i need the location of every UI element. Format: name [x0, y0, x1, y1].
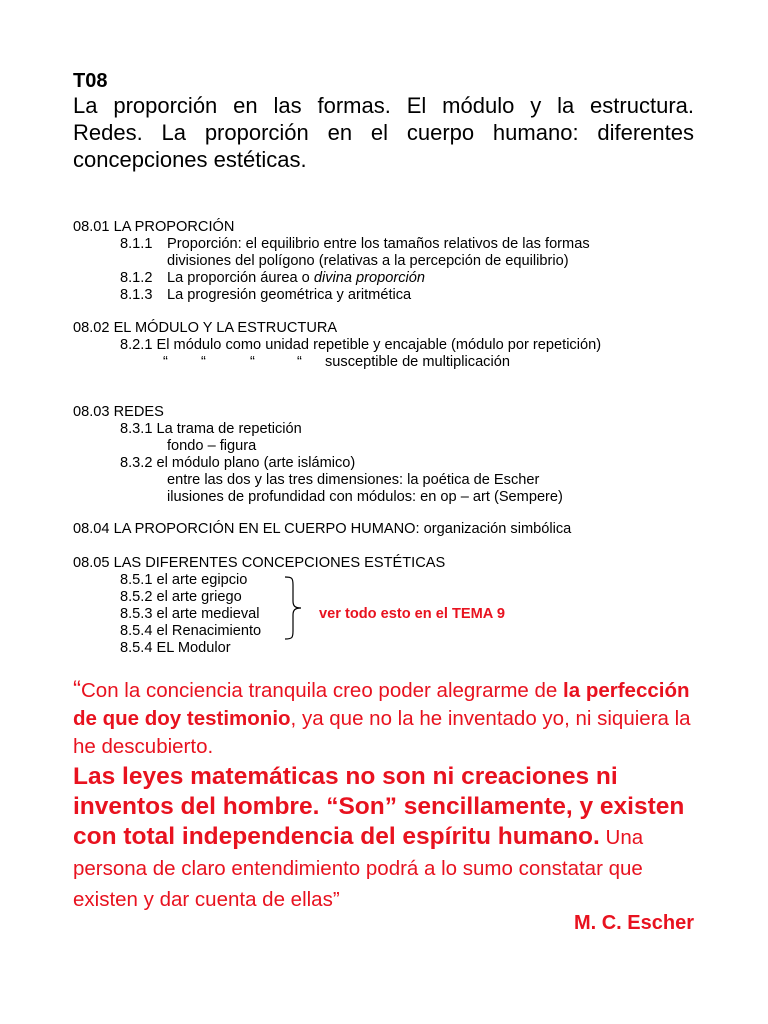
open-quote-mark: “ [73, 676, 81, 703]
heading-line: concepciones estéticas. [73, 147, 307, 172]
outline-item-continuation: ilusiones de profundidad con módulos: en op – art (Sempere) [167, 489, 563, 505]
close-quote-mark: ” [332, 888, 340, 911]
curly-brace-icon [283, 575, 305, 641]
outline-item-number: 8.1.1 [120, 236, 153, 252]
quote-text: Una persona de claro entendimiento podrá a lo sumo constatar que existen y dar cuenta de ellas [73, 826, 644, 911]
document-code: T08 [73, 70, 108, 92]
outline-item-continuation: divisiones del polígono (relativas a la percepción de equilibrio) [167, 253, 569, 269]
outline-item-continuation: fondo – figura [167, 438, 257, 454]
section-title-concepciones: 08.05 LAS DIFERENTES CONCEPCIONES ESTÉTICAS [73, 555, 446, 571]
ditto-mark: “ [163, 354, 168, 370]
list-item: 8.5.2 el arte griego [120, 589, 242, 605]
section-title-redes: 08.03 REDES [73, 404, 164, 420]
list-item: 8.5.3 el arte medieval [120, 606, 260, 622]
brace-note: ver todo esto en el TEMA 9 [319, 606, 505, 622]
quote-text: Con la conciencia tranquila creo poder alegrarme de [81, 679, 564, 702]
outline-item-number: 8.1.3 [120, 287, 153, 303]
quote-author: M. C. Escher [573, 912, 694, 934]
ditto-mark: “ [297, 354, 302, 370]
ditto-mark: “ [201, 354, 206, 370]
ditto-mark: “ [250, 354, 255, 370]
escher-quote-part2 [73, 762, 698, 915]
list-item: 8.5.4 EL Modulor [120, 640, 231, 656]
quote-emphasis: la perfección de que doy testimonio [73, 679, 690, 730]
outline-item: 8.2.1 El módulo como unidad repetible y encajable (módulo por repetición) [120, 337, 602, 353]
outline-item: 8.3.2 el módulo plano (arte islámico) [120, 455, 356, 471]
section-title-modulo: 08.02 EL MÓDULO Y LA ESTRUCTURA [73, 320, 338, 336]
outline-item-text: susceptible de multiplicación [325, 354, 510, 370]
section-title-proporcion: 08.01 LA PROPORCIÓN [73, 219, 235, 235]
outline-item-text [167, 270, 425, 287]
quote-emphasis: Las leyes matemáticas no son ni creaciones ni inventos del hombre. “Son” sencillamente, y existen con total independencia del espíritu humano. [73, 763, 685, 850]
outline-item-text-plain: La proporción áurea o [167, 270, 314, 286]
outline-item: 8.3.1 La trama de repetición [120, 421, 302, 437]
outline-item-continuation: entre las dos y las tres dimensiones: la poética de Escher [167, 472, 540, 488]
escher-quote-part1 [73, 676, 698, 761]
list-item: 8.5.1 el arte egipcio [120, 572, 248, 588]
outline-item-text-italic: divina proporción [313, 270, 426, 286]
section-title-cuerpo-humano: 08.04 LA PROPORCIÓN EN EL CUERPO HUMANO: organización simbólica [73, 521, 572, 537]
heading-line: La proporción en las formas. El módulo y la estructura. [73, 93, 694, 118]
outline-item-text: Proporción: el equilibrio entre los tamaños relativos de las formas [167, 236, 590, 252]
heading-line: Redes. La proporción en el cuerpo humano: diferentes [73, 120, 694, 145]
document-heading [73, 92, 694, 173]
outline-item-number: 8.1.2 [120, 270, 153, 286]
quote-text: , ya que no la he inventado yo, ni siquiera la he descubierto. [73, 707, 691, 758]
outline-item-text: La progresión geométrica y aritmética [167, 287, 412, 303]
list-item: 8.5.4 el Renacimiento [120, 623, 262, 639]
